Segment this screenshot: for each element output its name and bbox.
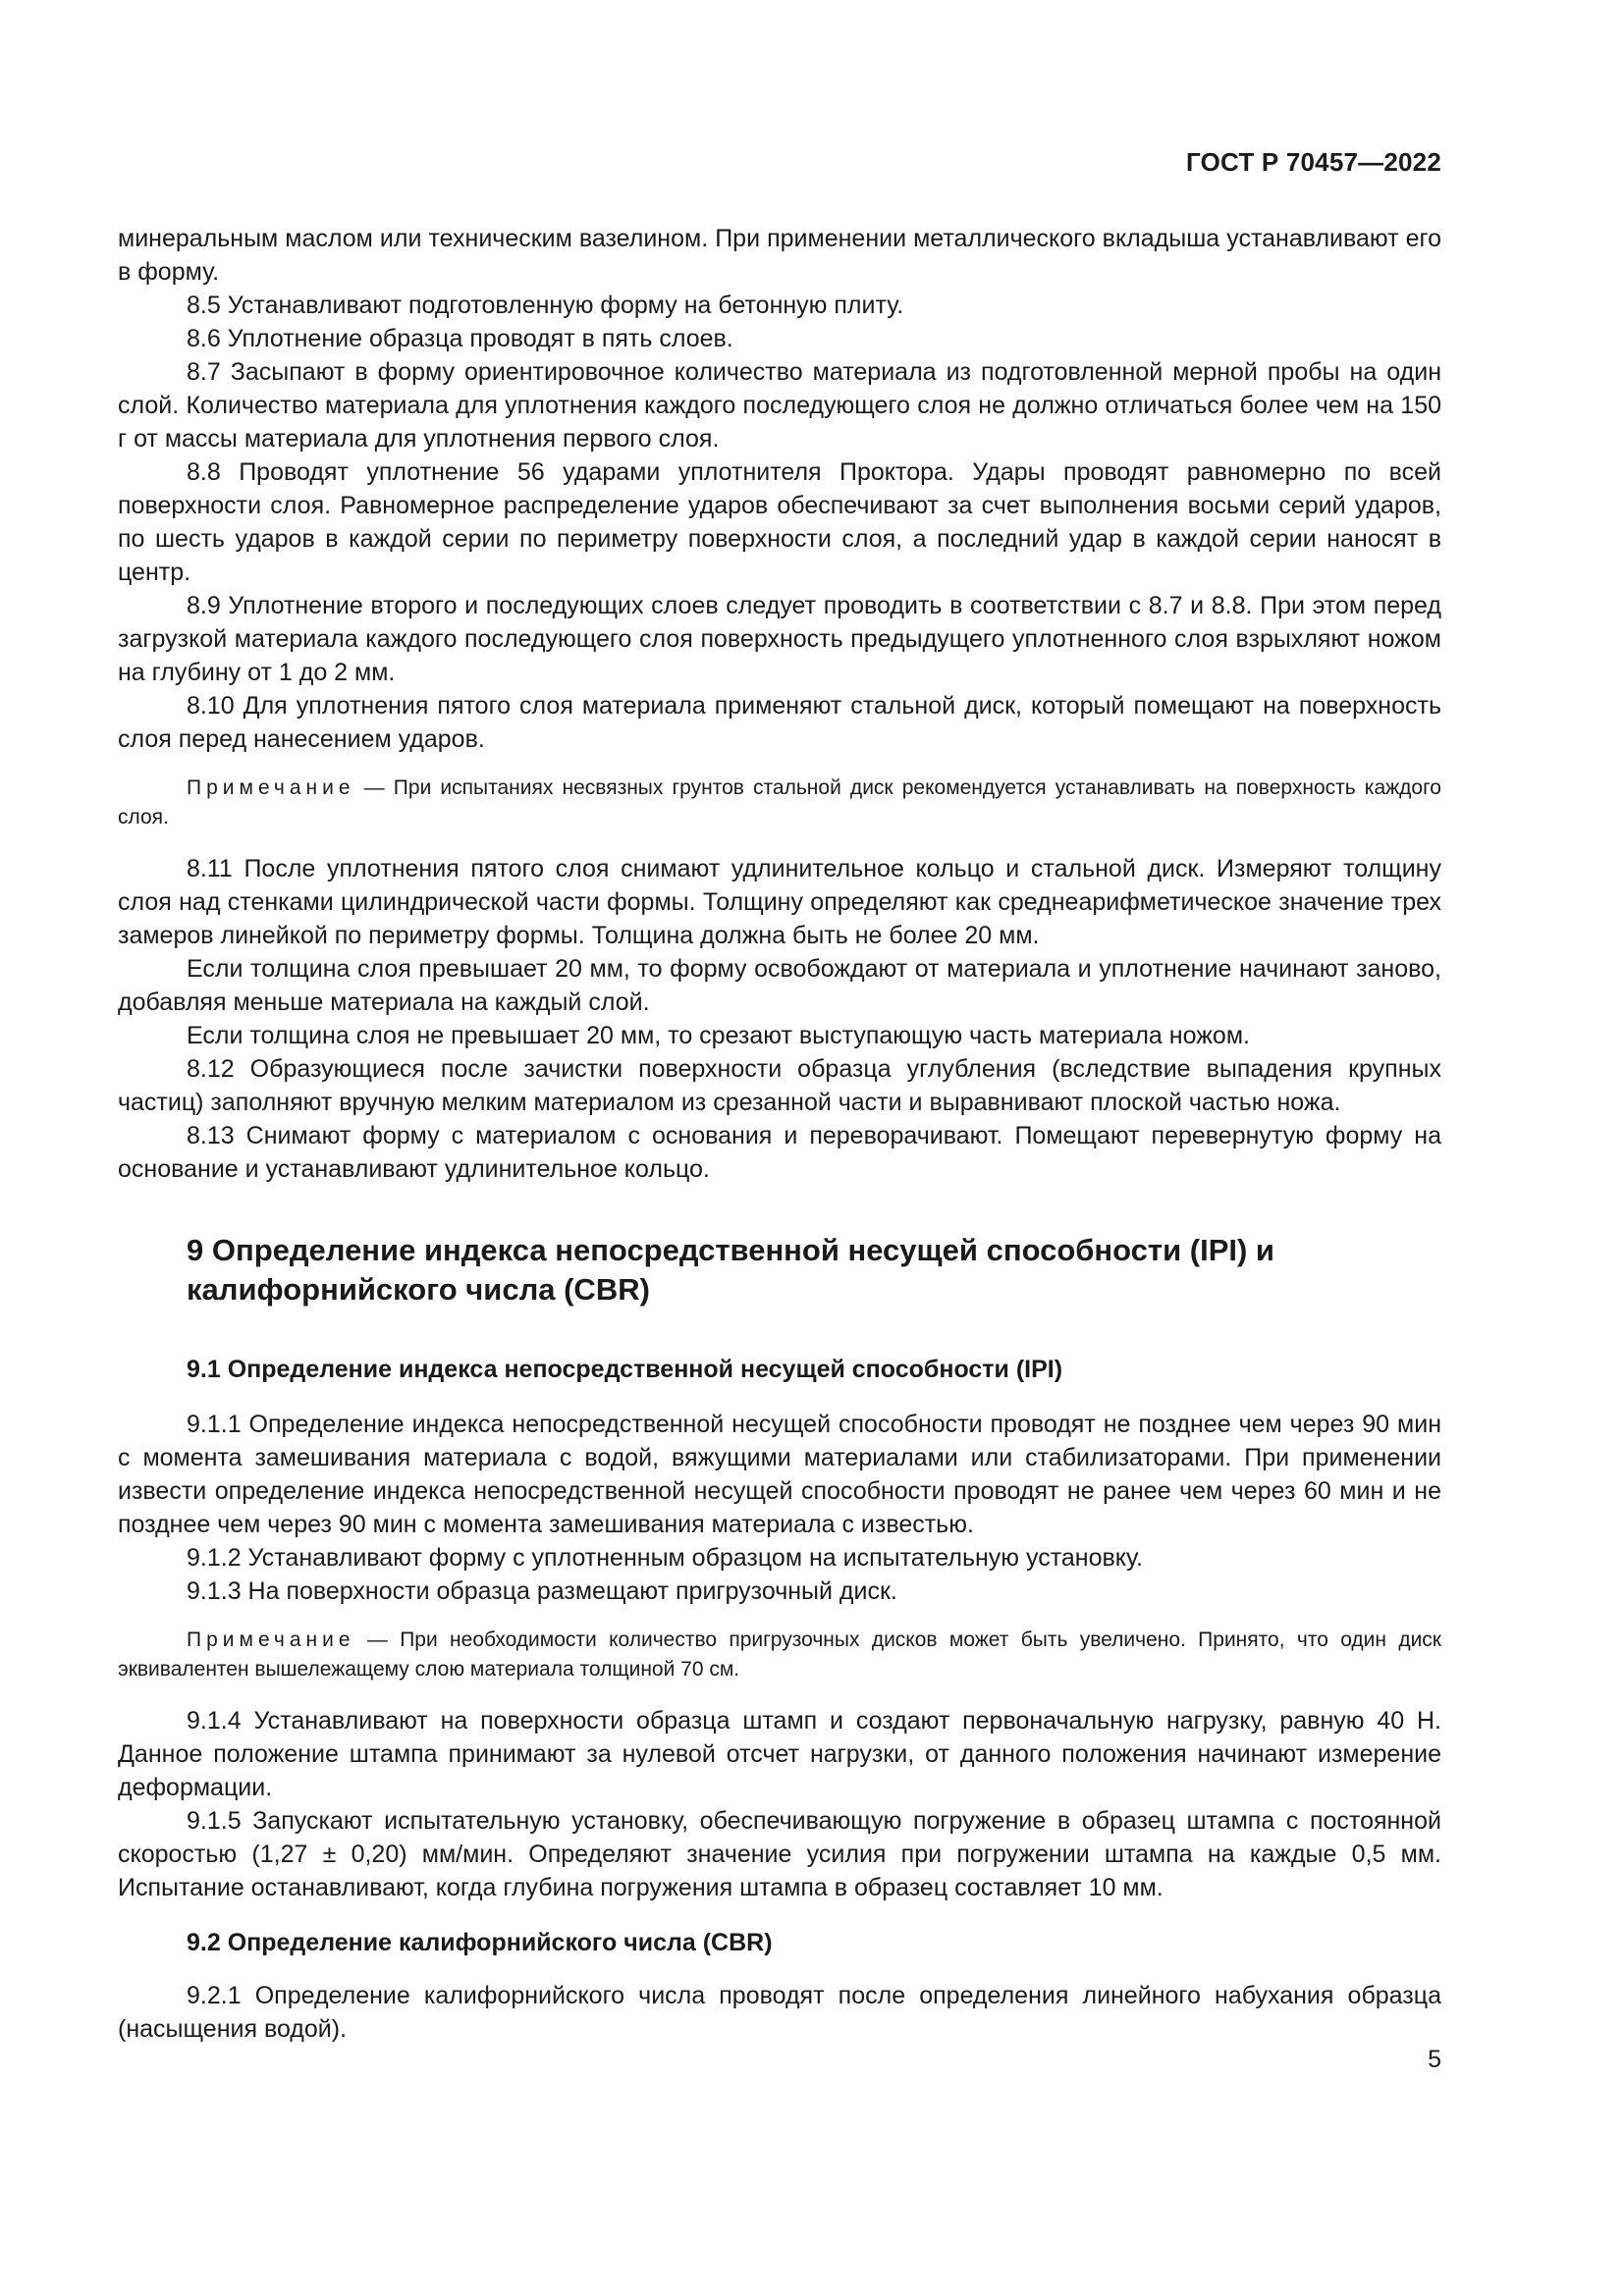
paragraph-8-11: 8.11 После уплотнения пятого слоя снимают удлинительное кольцо и стальной диск. Измеряют толщину слоя над стенками цилиндрической части формы. Толщину определяют как среднеарифметическое значение трех замеров линейкой по периметру формы. Толщина должна быть не более 20 мм. bbox=[118, 855, 1441, 949]
paragraph-8-11-c: Если толщина слоя не превышает 20 мм, то срезают выступающую часть материала ножом. bbox=[187, 1022, 1250, 1049]
note-text: — При испытаниях несвязных грунтов стальной диск рекомендуется устанавливать на поверхность каждого слоя. bbox=[118, 776, 1441, 828]
paragraph-8-12: 8.12 Образующиеся после зачистки поверхности образца углубления (вследствие выпадения крупных частиц) заполняют вручную мелким материалом из срезанной части и выравнивают плоской частью ножа. bbox=[118, 1055, 1441, 1116]
subsection-9-2-heading: 9.2 Определение калифорнийского числа (CBR) bbox=[187, 1929, 773, 1956]
paragraph-8-10: 8.10 Для уплотнения пятого слоя материала применяют стальной диск, который помещают на поверхность слоя перед нанесением ударов. bbox=[118, 692, 1441, 753]
page-number: 5 bbox=[1428, 2046, 1441, 2073]
note-label: Примечание bbox=[187, 1629, 355, 1651]
section-9-heading: 9 Определение индекса непосредственной несущей способности (IPI) и калифорнийского числа (CBR) bbox=[187, 1233, 1274, 1307]
paragraph-8-5: 8.5 Устанавливают подготовленную форму на бетонную плиту. bbox=[187, 292, 904, 319]
note-1 bbox=[118, 774, 1441, 832]
document-body bbox=[118, 222, 1441, 2046]
subsection-9-1-heading: 9.1 Определение индекса непосредственной несущей способности (IPI) bbox=[187, 1356, 1063, 1383]
paragraph-8-13: 8.13 Снимают форму с материалом с основания и переворачивают. Помещают перевернутую форму на основание и устанавливают удлинительное кольцо. bbox=[118, 1122, 1441, 1183]
paragraph-9-1-4: 9.1.4 Устанавливают на поверхности образца штамп и создают первоначальную нагрузку, равную 40 Н. Данное положение штампа принимают за нулевой отсчет нагрузки, от данного положения начинают измерение деформации. bbox=[118, 1707, 1441, 1801]
paragraph-9-1-1: 9.1.1 Определение индекса непосредственной несущей способности проводят не позднее чем через 90 мин с момента замешивания материала с водой, вяжущими материалами или стабилизаторами. При применении извести определение индекса непосредственной несущей способности проводят не ранее чем через 60 мин и не позднее чем через 90 мин с момента замешивания материала с известью. bbox=[118, 1411, 1441, 1538]
paragraph-8-11-b: Если толщина слоя превышает 20 мм, то форму освобождают от материала и уплотнение начинают заново, добавляя меньше материала на каждый слой. bbox=[118, 955, 1441, 1016]
paragraph-9-1-5: 9.1.5 Запускают испытательную установку, обеспечивающую погружение в образец штампа с постоянной скоростью (1,27 ± 0,20) мм/мин. Определяют значение усилия при погружении штампа на каждые 0,5 мм. Испытание останавливают, когда глубина погружения штампа в образец составляет 10 мм. bbox=[118, 1807, 1441, 1901]
note-text: — При необходимости количество пригрузочных дисков может быть увеличено. Принято, что один диск эквивалентен вышележащему слою материала толщиной 70 см. bbox=[118, 1629, 1441, 1681]
paragraph-8-7: 8.7 Засыпают в форму ориентировочное количество материала из подготовленной мерной пробы на один слой. Количество материала для уплотнения каждого последующего слоя не должно отличаться более чем на 150 г от массы материала для уплотнения первого слоя. bbox=[118, 358, 1441, 453]
paragraph-continuation: минеральным маслом или техническим вазелином. При применении металлического вкладыша устанавливают его в форму. bbox=[118, 225, 1441, 286]
document-id-header: ГОСТ Р 70457—2022 bbox=[1186, 147, 1441, 177]
paragraph-8-6: 8.6 Уплотнение образца проводят в пять слоев. bbox=[187, 325, 733, 352]
paragraph-9-2-1: 9.2.1 Определение калифорнийского числа проводят после определения линейного набухания образца (насыщения водой). bbox=[118, 1982, 1441, 2043]
paragraph-9-1-2: 9.1.2 Устанавливают форму с уплотненным образцом на испытательную установку. bbox=[187, 1544, 1143, 1572]
paragraph-8-9: 8.9 Уплотнение второго и последующих слоев следует проводить в соответствии с 8.7 и 8.8. При этом перед загрузкой материала каждого последующего слоя поверхность предыдущего уплотненного слоя взрыхляют ножом на глубину от 1 до 2 мм. bbox=[118, 592, 1441, 686]
note-2 bbox=[118, 1626, 1441, 1684]
paragraph-9-1-3: 9.1.3 На поверхности образца размещают пригрузочный диск. bbox=[187, 1577, 897, 1605]
note-label: Примечание bbox=[187, 776, 355, 799]
paragraph-8-8: 8.8 Проводят уплотнение 56 ударами уплотнителя Проктора. Удары проводят равномерно по всей поверхности слоя. Равномерное распределение ударов обеспечивают за счет выполнения восьми серий ударов, по шесть ударов в каждой серии по периметру поверхности слоя, а последний удар в каждой серии наносят в центр. bbox=[118, 458, 1441, 586]
